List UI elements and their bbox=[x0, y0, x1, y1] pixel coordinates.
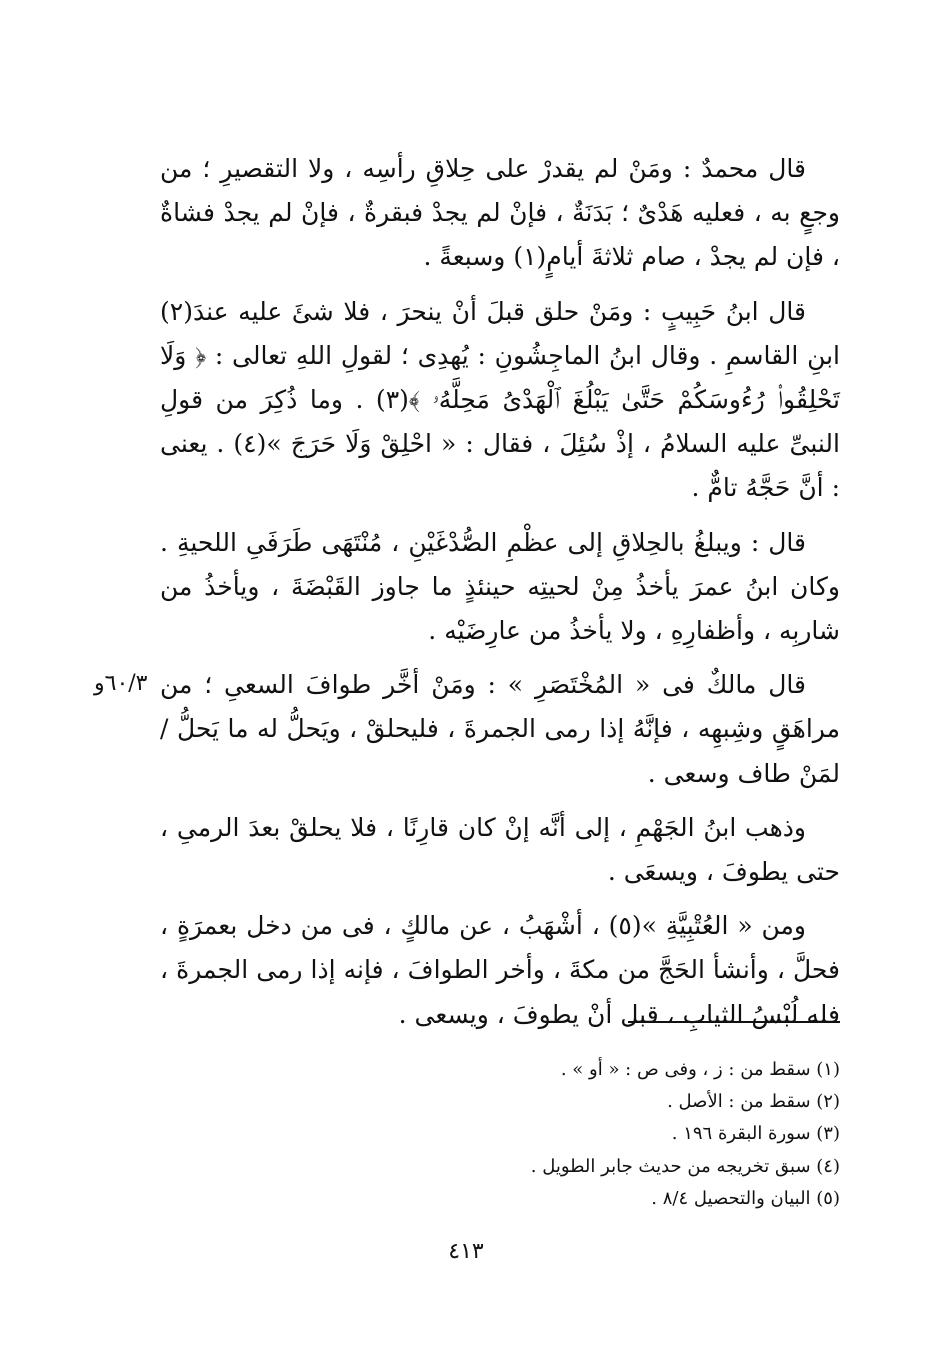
footnote-5: (٥) البيان والتحصيل ٨/٤ . bbox=[651, 1187, 840, 1209]
paragraph-1: قال محمدٌ : ومَنْ لم يقدرْ على حِلاقِ رأسِه ، ولا التقصيرِ ؛ من وجعٍ به ، فعليه هَدْىٌ ؛ بَدَنَةٌ ، فإنْ لم يجدْ فبقرةٌ ، فإنْ لم يجدْ فشاةٌ ، فإن لم يجدْ ، صام ثلاثةَ أيامٍ(١) وسبعةً . bbox=[160, 154, 840, 272]
footnote-1: (١) سقط من : ز ، وفى ص : « أو » . bbox=[560, 1059, 840, 1080]
footnote-2: (٢) سقط من : الأصل . bbox=[667, 1091, 840, 1113]
footnote-4: (٤) سبق تخريجه من حديث جابر الطويل . bbox=[530, 1155, 840, 1177]
main-text bbox=[160, 147, 840, 1047]
footnotes bbox=[340, 1054, 840, 1215]
paragraph-2: قال ابنُ حَبِيبٍ : ومَنْ حلق قبلَ أنْ ينحرَ ، فلا شئَ عليه عندَ(٢) ابنِ القاسمِ . وقال ابنُ الماجِشُونِ : يُهدِى ؛ لقولِ اللهِ تعالى : ﴿ وَلَا تَحْلِقُوا۟ رُءُوسَكُمْ حَتَّىٰ يَبْلُغَ ٱلْهَدْىُ مَحِلَّهُۥ ﴾(٣) . وما ذُكِرَ من قولِ النبىِّ عليه السلامُ ، إذْ سُئِلَ ، فقال : « احْلِقْ وَلَا حَرَجَ »(٤) . يعنى : أنَّ حَجَّهُ تامٌّ . bbox=[160, 296, 840, 503]
footnote-divider bbox=[628, 1021, 840, 1023]
paragraph-5: وذهب ابنُ الجَهْمِ ، إلى أنَّه إنْ كان قارِنًا ، فلا يحلقْ بعدَ الرمىِ ، حتى يطوفَ ، ويسعَى . bbox=[160, 812, 840, 887]
footnote-3: (٣) سورة البقرة ١٩٦ . bbox=[671, 1123, 840, 1145]
paragraph-3: قال : ويبلغُ بالحِلاقِ إلى عظْمِ الصُّدْغَيْنِ ، مُنْتَهَى طَرَفَىِ اللحيةِ . وكان ابنُ عمرَ يأخذُ مِنْ لحيتِه حينئذٍ ما جاوز القَبْضَةَ ، ويأخذُ من شاربِه ، وأظفارِهِ ، ولا يأخذُ من عارِضَيْه . bbox=[160, 527, 840, 646]
manuscript-folio-note: ٦٠/٣و bbox=[94, 671, 148, 696]
page-number: ٤١٣ bbox=[448, 1239, 484, 1264]
paragraph-4: قال مالكٌ فى « المُخْتَصَرِ » : ومَنْ أخَّر طوافَ السعىِ ؛ من مراهَقٍ وشِبهِه ، فإنَّهُ إذا رمى الجمرةَ ، فليحلقْ ، ويَحلُّ له ما يَحلُّ / لمَنْ طاف وسعى . bbox=[160, 670, 840, 788]
paragraph-6: ومن « العُتْبِيَّةِ »(٥) ، أشْهَبُ ، عن مالكٍ ، فى من دخل بعمرَةٍ ، فحلَّ ، وأنشأ الحَجَّ من مكةَ ، وأخر الطوافَ ، فإنه إذا رمى الجمرةَ ، فله لُبْسُ الثيابِ ، قبل أنْ يطوفَ ، ويسعى . bbox=[160, 911, 840, 1029]
